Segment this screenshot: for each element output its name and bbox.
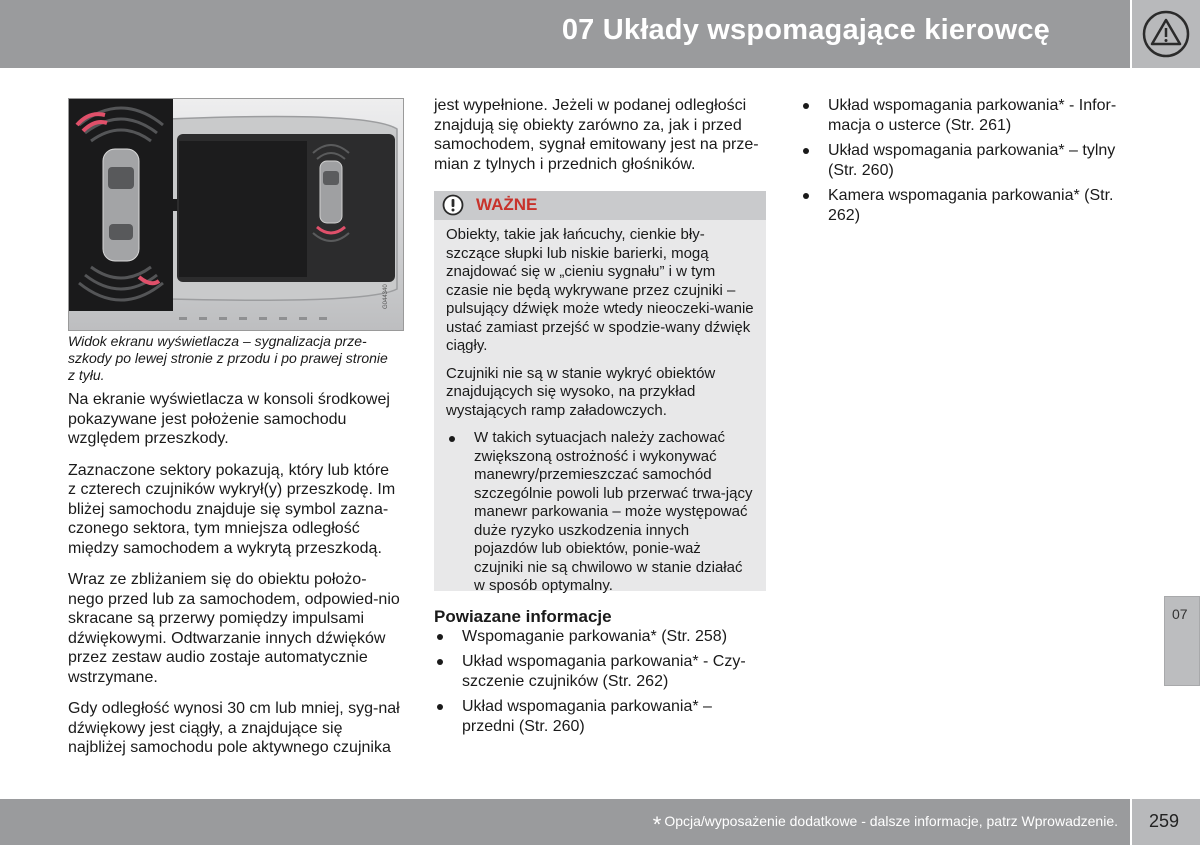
chapter-tab — [1164, 596, 1200, 686]
footer-note-text: Opcja/wyposażenie dodatkowe - dalsze informacje, patrz Wprowadzenie. — [664, 813, 1118, 829]
related-link[interactable]: Kamera wspomagania parkowania* (Str. 262) — [800, 186, 1130, 225]
related-link[interactable]: Układ wspomagania parkowania* – przedni (Str. 260) — [434, 697, 766, 736]
notice-bullet-list — [446, 429, 754, 596]
column-2 — [434, 96, 766, 186]
related-list — [434, 627, 766, 737]
paragraph: Zaznaczone sektory pokazują, który lub które z czterech czujników wykrył(y) przeszkodę. Im bliżej samochodu znajduje się symbol zazna-czonego sektora, tym mniejsza odległość między samochodem a wykrytą przeszkodą. — [68, 461, 396, 557]
parking-display-image — [69, 99, 403, 330]
page-number-box — [1132, 799, 1200, 845]
related-link[interactable]: Układ wspomagania parkowania* – tylny (Str. 260) — [800, 141, 1130, 180]
header-bar — [0, 0, 1130, 68]
header-icon-box — [1132, 0, 1200, 68]
related-link[interactable]: Wspomaganie parkowania* (Str. 258) — [434, 627, 766, 647]
related-link[interactable]: Układ wspomagania parkowania* - Infor-macja o usterce (Str. 261) — [800, 96, 1130, 135]
page-title: 07 Układy wspomagające kierowcę — [561, 14, 1050, 46]
notice-paragraph: Czujniki nie są w stanie wykryć obiektów znajdujących się wysoko, na przykład wystających ramp załadowczych. — [446, 364, 716, 419]
exclamation-circle-icon — [442, 194, 464, 216]
related-list-continued — [800, 96, 1130, 225]
footer-star: * — [652, 812, 662, 837]
list-item: W takich sytuacjach należy zachować zwiększoną ostrożność i wykonywać manewry/przemieszczać samochód szczególnie powoli lub przerwać trwa-jący manewr parkowania – może występować duże ryzyko uszkodzenia innych pojazdów lub obiektów, ponie-waż czujniki nie są chwilowo w stanie działać w sposób optymalny. — [446, 429, 754, 596]
paragraph: Wraz ze zbliżaniem się do obiektu położo-nego przed lub za samochodem, odpowied-nio skracane są przerwy pomiędzy impulsami dźwiękowymi. Odtwarzanie innych dźwięków przez zestaw audio zostaje automatycznie wstrzymane. — [68, 571, 400, 686]
related-link[interactable]: Układ wspomagania parkowania* - Czy-szczenie czujników (Str. 262) — [434, 652, 766, 691]
chapter-tab-label: 07 — [1172, 606, 1188, 622]
figure-caption: Widok ekranu wyświetlacza – sygnalizacja prze-szkody po lewej stronie z przodu i po prawej stronie z tyłu. — [68, 333, 388, 383]
paragraph: Gdy odległość wynosi 30 cm lub mniej, syg-nał dźwiękowy jest ciągły, a znajdujące się najbliżej samochodu pole aktywnego czujnika — [68, 700, 400, 756]
notice-header — [434, 191, 766, 220]
page-number: 259 — [1149, 811, 1180, 831]
parking-display-illustration — [68, 98, 404, 331]
important-notice-box — [434, 191, 766, 594]
notice-title: WAŻNE — [476, 195, 538, 214]
footer-bar — [0, 799, 1130, 845]
column-3 — [800, 96, 1130, 231]
related-info-section — [434, 607, 766, 742]
figure-code: G044340 — [383, 284, 389, 309]
paragraph: jest wypełnione. Jeżeli w podanej odległości znajdują się obiekty zarówno za, jak i przed samochodem, sygnał emitowany jest na prze-mian z tylnych i przednich głośników. — [434, 97, 759, 173]
notice-paragraph: Obiekty, takie jak łańcuchy, cienkie bły-szczące słupki lub niskie barierki, mogą znajdować się w „cieniu sygnału” i w tym czasie nie będą wykrywane przez czujniki – pulsujący dźwięk może wtedy nieoczeki-wanie ustać zamiast przejść w spodzie-wany dźwięk ciągły. — [446, 226, 754, 354]
paragraph: Na ekranie wyświetlacza w konsoli środkowej pokazywane jest położenie samochodu względem przeszkody. — [68, 391, 390, 447]
related-heading: Powiazane informacje — [434, 607, 612, 626]
footer-note — [653, 812, 1118, 838]
column-1 — [68, 390, 400, 770]
notice-body — [434, 220, 766, 596]
warning-triangle-icon — [1141, 9, 1191, 59]
